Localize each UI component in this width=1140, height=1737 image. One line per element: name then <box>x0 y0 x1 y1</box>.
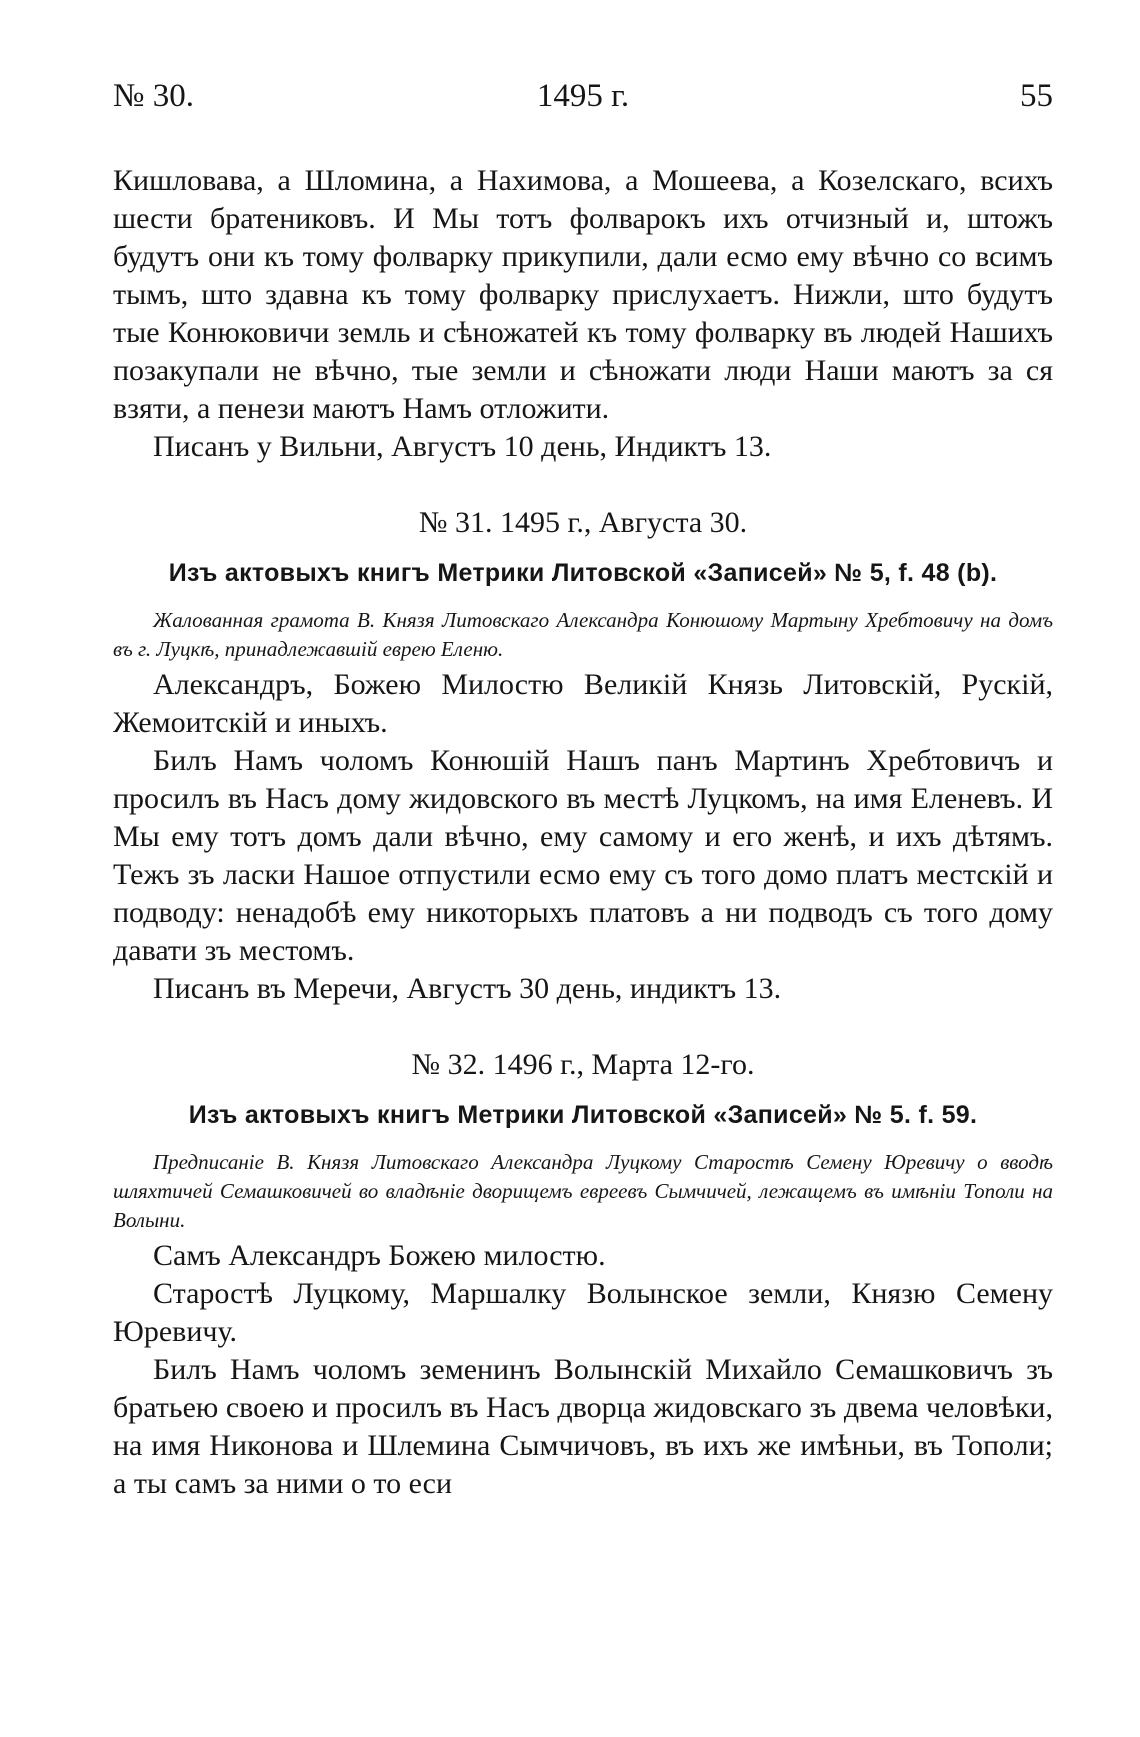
doc31-source: Изъ актовыхъ книгъ Метрики Литовской «Записей» № 5, f. 48 (b). <box>168 559 998 587</box>
page-number: 55 <box>1020 78 1053 114</box>
doc31-date-line: Писанъ въ Меречи, Августъ 30 день, индиктъ 13. <box>153 972 782 1005</box>
doc32-paragraph-3: Билъ Намъ чоломъ земенинъ Волынскій Михайло Семашковичъ зъ братьею своею и просилъ въ Насъ дворца жидовскаго зъ двема человѣки, на имя Никонова и Шлемина Сымчичовъ, въ ихъ же имѣньи, въ Тополи; а ты самъ за ними о то еси <box>113 1353 1053 1500</box>
doc31-paragraph-2: Билъ Намъ чоломъ Конюшій Нашъ панъ Мартинъ Хребтовичъ и просилъ въ Насъ дому жидовского въ местѣ Луцкомъ, на имя Еленевъ. И Мы ему тотъ домъ дали вѣчно, ему самому и его женѣ, и ихъ дѣтямъ. Тежъ зъ ласки Нашое отпустили есмо ему съ того домо платъ местскій и подводу: ненадобѣ ему никоторыхъ платовъ а ни подводъ съ того дому давати зъ местомъ. <box>113 744 1053 967</box>
header-year: 1495 г. <box>536 78 630 114</box>
doc32-paragraph-1: Самъ Александръ Божею милостю. <box>153 1239 606 1272</box>
doc30-date-line: Писанъ у Вильни, Августъ 10 день, Индиктъ 13. <box>153 430 772 463</box>
doc31-heading: № 31. 1495 г., Августа 30. <box>418 506 748 539</box>
doc32-heading: № 32. 1496 г., Марта 12-го. <box>411 1048 755 1081</box>
doc32-source: Изъ актовыхъ книгъ Метрики Литовской «Записей» № 5. f. 59. <box>188 1101 978 1129</box>
doc31-summary: Жалованная грамота В. Князя Литовскаго Александра Конюшому Мартыну Хребтовичу на домъ въ г. Луцкѣ, принадлежавшій еврею Еленю. <box>113 608 1053 661</box>
header-document-number: № 30. <box>113 78 194 114</box>
doc32-paragraph-2: Старостѣ Луцкому, Маршалку Волынское земли, Князю Семену Юревичу. <box>113 1277 1053 1348</box>
book-page <box>113 78 1053 1503</box>
page-header <box>113 78 1053 128</box>
doc32-summary: Предписаніе В. Князя Литовскаго Александра Луцкому Старостѣ Семену Юревичу о вводѣ шляхтичей Семашковичей во владѣніе дворищемъ евреевъ Сымчичей, лежащемъ въ имѣніи Тополи на Волыни. <box>113 1150 1053 1232</box>
doc31-paragraph-1: Александръ, Божею Милостю Великій Князь Литовскій, Рускій, Жемоитскій и иныхъ. <box>113 668 1053 739</box>
doc30-continuation-paragraph: Кишловава, а Шломина, а Нахимова, а Мошеева, а Козелскаго, всихъ шести братениковъ. И Мы тотъ фолварокъ ихъ отчизный и, штожъ будутъ они къ тому фолварку прикупили, дали есмо ему вѣчно со всимъ тымъ, што здавна къ тому фолварку прислухаетъ. Нижли, што будутъ тые Конюковичи земль и сѣножатей къ тому фолварку въ людей Нашихъ позакупали не вѣчно, тые земли и сѣножати люди Наши маютъ за ся взяти, а пенези маютъ Намъ отложити. <box>113 164 1053 425</box>
